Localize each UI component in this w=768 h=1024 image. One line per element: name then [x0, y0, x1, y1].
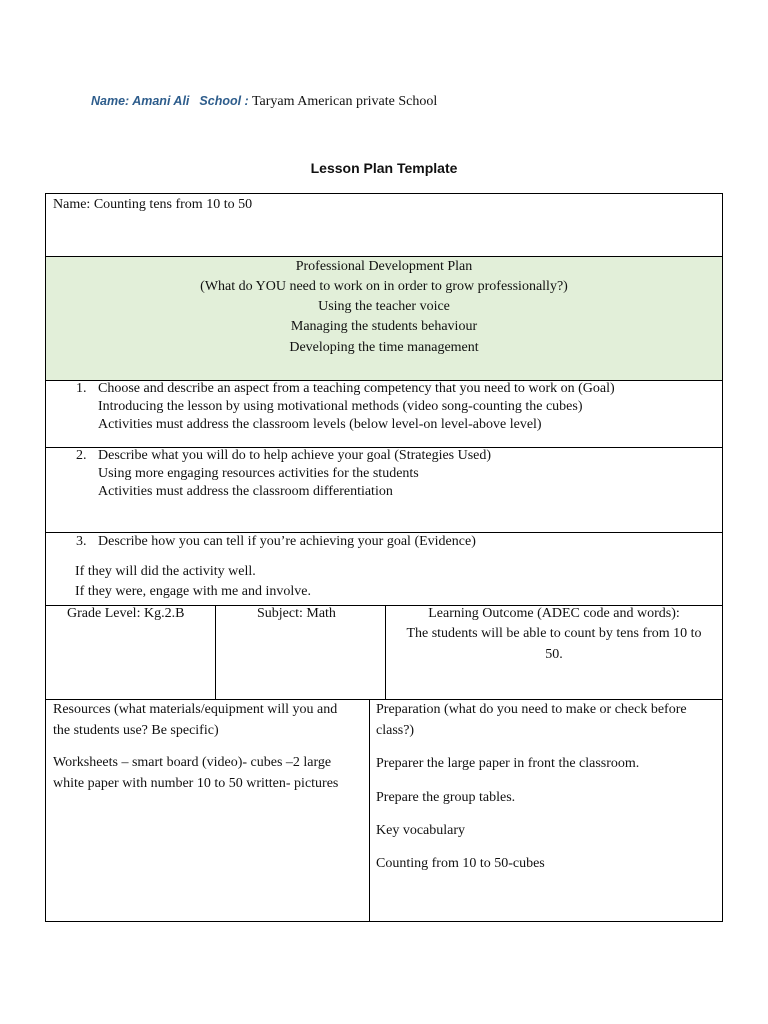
lesson-name-cell: [45, 193, 723, 257]
pdp-item: Managing the students behaviour: [290, 319, 478, 334]
goal-prompt: Choose and describe an aspect from a teaching competency that you need to work on (Goal): [98, 381, 615, 396]
strategies-answer: Using more engaging resources activities for the students: [98, 466, 419, 481]
outcome-text: The students will be able to count by tens from 10 to: [406, 626, 702, 641]
strategies-number: 2.: [76, 448, 87, 463]
resources-list-cont: white paper with number 10 to 50 written- pictures: [53, 776, 339, 791]
name-label: Name: Amani Ali: [91, 94, 190, 108]
lesson-name: Name: Counting tens from 10 to 50: [53, 197, 253, 212]
strategies-answer: Activities must address the classroom differentiation: [98, 484, 393, 499]
pdp-item: Developing the time management: [289, 340, 479, 355]
goal-cell: [45, 380, 723, 448]
strategies-prompt: Describe what you will do to help achieve your goal (Strategies Used): [98, 448, 492, 463]
outcome-text-end: 50.: [545, 647, 563, 662]
preparation-heading-cont: class?): [376, 723, 415, 738]
preparation-item: Preparer the large paper in front the classroom.: [376, 756, 640, 771]
outcome-cell: [385, 605, 723, 700]
document-title: Lesson Plan Template: [310, 160, 458, 176]
goal-answer: Activities must address the classroom levels (below level-on level-above level): [98, 417, 542, 432]
grade-cell: [45, 605, 216, 700]
evidence-answer: If they were, engage with me and involve.: [75, 584, 311, 599]
preparation-cell: [369, 699, 723, 922]
school-value: Taryam American private School: [251, 94, 438, 109]
resources-heading-cont: the students use? Be specific): [53, 723, 219, 738]
outcome-heading: Learning Outcome (ADEC code and words):: [428, 606, 680, 621]
subject-cell: [215, 605, 386, 700]
pdp-question: (What do YOU need to work on in order to grow professionally?): [200, 279, 568, 294]
author-line: [91, 94, 437, 110]
pdp-cell: [45, 256, 723, 381]
goal-number: 1.: [76, 381, 87, 396]
strategies-cell: [45, 447, 723, 533]
evidence-cell: [45, 532, 723, 606]
key-vocabulary-label: Key vocabulary: [376, 823, 466, 838]
resources-cell: [45, 699, 370, 922]
pdp-item: Using the teacher voice: [318, 299, 450, 314]
preparation-heading: Preparation (what do you need to make or check before: [376, 702, 687, 717]
evidence-number: 3.: [76, 534, 87, 549]
grade-level: Grade Level: Kg.2.B: [67, 606, 185, 621]
subject: Subject: Math: [257, 606, 336, 621]
pdp-heading: Professional Development Plan: [295, 259, 473, 274]
key-vocabulary-value: Counting from 10 to 50-cubes: [376, 856, 545, 871]
resources-heading: Resources (what materials/equipment will you and: [53, 702, 338, 717]
school-label: School :: [199, 94, 249, 108]
evidence-answer: If they will did the activity well.: [75, 564, 256, 579]
resources-list: Worksheets – smart board (video)- cubes –2 large: [53, 755, 332, 770]
preparation-item: Prepare the group tables.: [376, 790, 516, 805]
goal-answer: Introducing the lesson by using motivational methods (video song-counting the cubes): [98, 399, 583, 414]
evidence-prompt: Describe how you can tell if you’re achieving your goal (Evidence): [98, 534, 476, 549]
